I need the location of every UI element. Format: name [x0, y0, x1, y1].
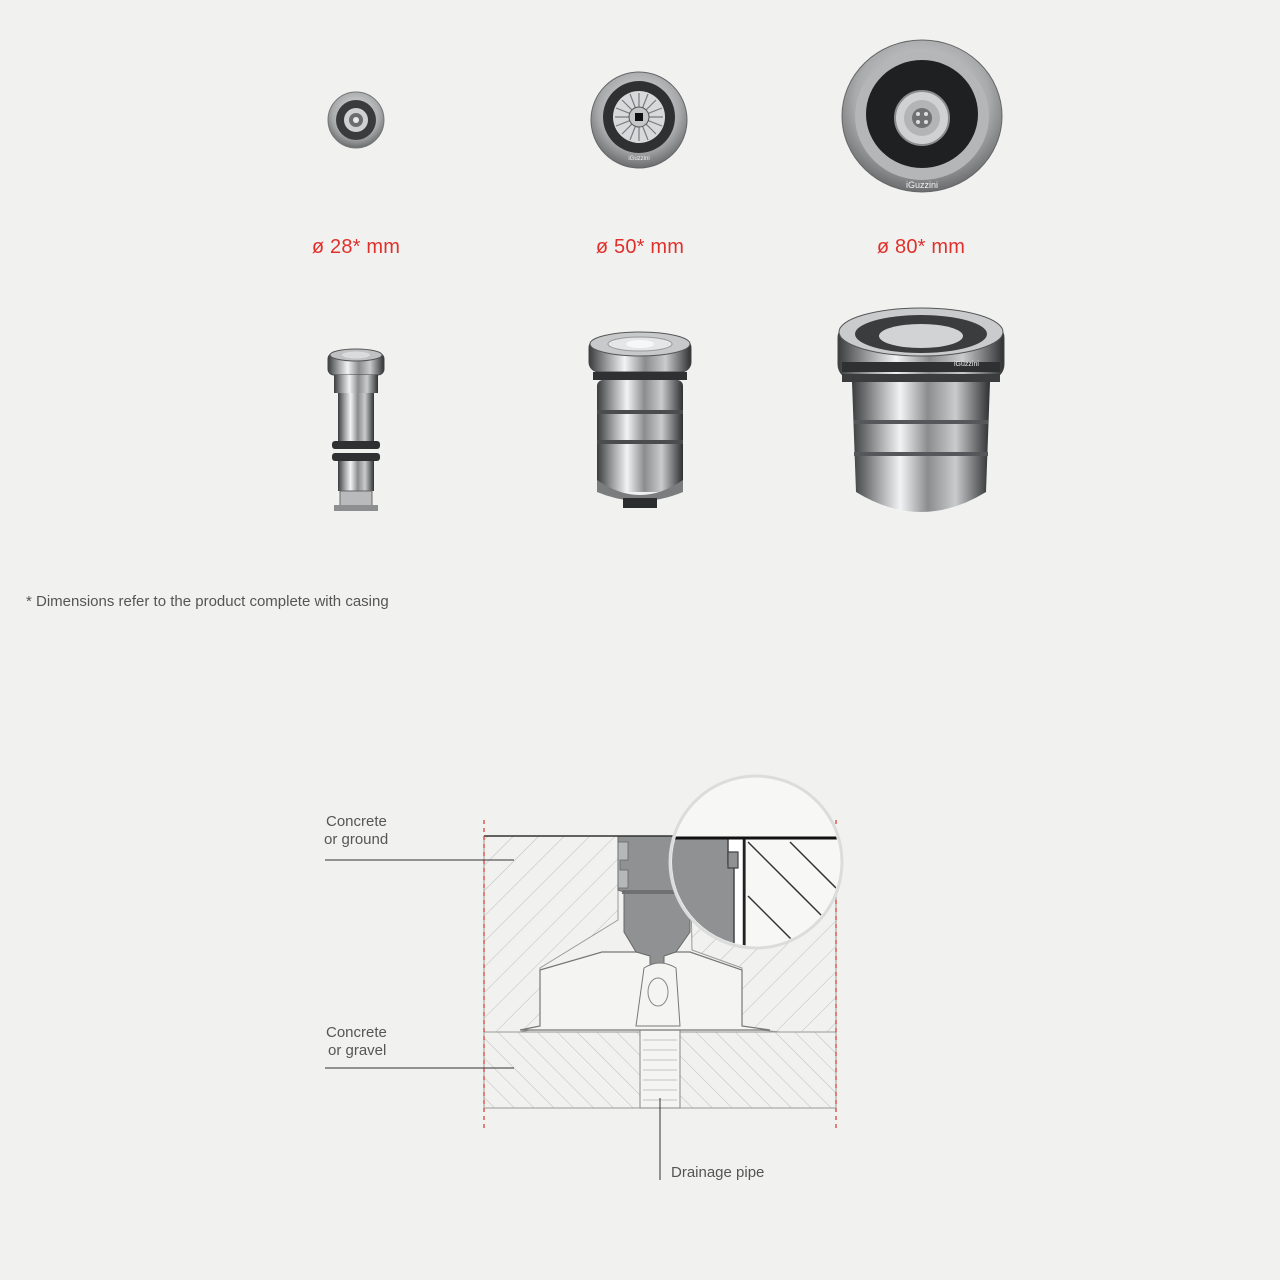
label-concrete-ground: Concrete or ground [324, 813, 389, 848]
lower-gravel-layer [484, 1032, 640, 1108]
brand-mark: iGuzzini [628, 156, 650, 162]
brand-mark: iGuzzini [954, 361, 979, 368]
size-label-28: ø 28* mm [311, 236, 401, 258]
brand-mark: iGuzzini [905, 180, 939, 190]
drainage-pipe [640, 1030, 680, 1108]
label-drainage-pipe: Drainage pipe [671, 1164, 765, 1181]
size-label-50: ø 50* mm [595, 236, 685, 258]
size-label-80: ø 80* mm [876, 236, 966, 258]
label-concrete-gravel: Concrete or gravel [326, 1024, 387, 1059]
dimensions-footnote: * Dimensions refer to the product complete with casing [26, 593, 389, 610]
